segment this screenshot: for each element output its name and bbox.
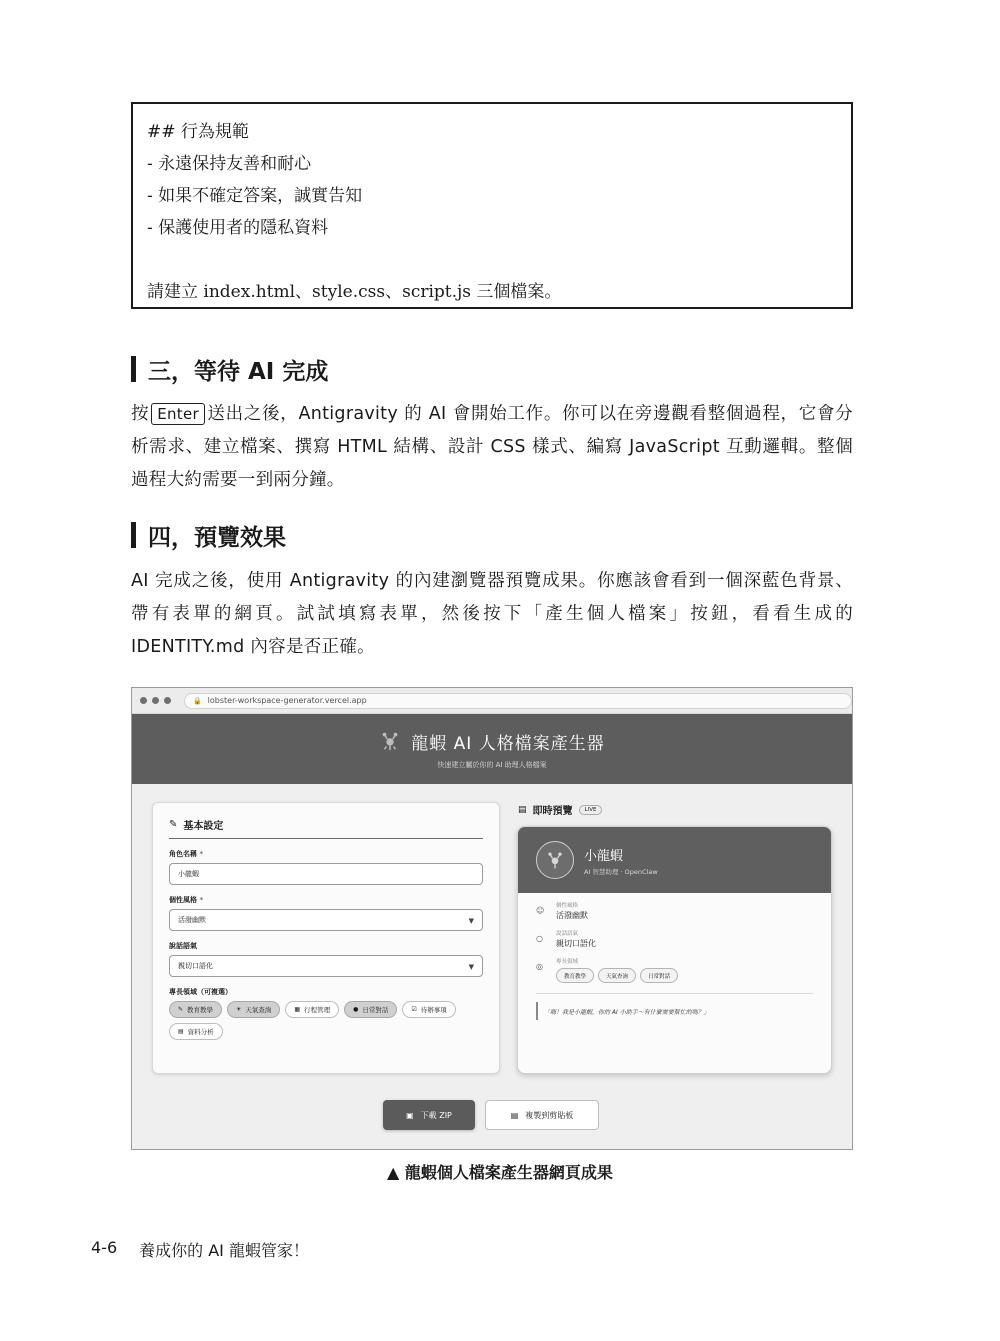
preview-identity xyxy=(584,845,658,876)
preview-skill-chips xyxy=(556,968,678,983)
heading-bar xyxy=(131,356,136,382)
page-footer xyxy=(91,1238,309,1261)
required-mark: * xyxy=(199,850,204,858)
code-line: 請建立 index.html、style.css、script.js 三個檔案。 xyxy=(147,282,562,302)
settings-title xyxy=(169,817,483,839)
preview-tone-label: 說話語氣 xyxy=(556,931,579,937)
preview-divider xyxy=(536,993,813,994)
sun-icon: ☀ xyxy=(236,1006,242,1013)
app-subtitle: 快速建立屬於你的 AI 助理人格檔案 xyxy=(437,760,547,769)
chip-label: 資料分析 xyxy=(187,1028,214,1036)
app-title-row xyxy=(379,729,604,754)
window-minimize-dot[interactable] xyxy=(152,697,159,704)
chip-label: 天氣查詢 xyxy=(245,1006,272,1014)
chart-icon: ▤ xyxy=(178,1028,184,1035)
page-number: 4-6 xyxy=(91,1238,118,1257)
chip-label: 教育教學 xyxy=(187,1006,214,1014)
settings-title-text: 基本設定 xyxy=(183,821,224,832)
copy-label: 複製到剪貼板 xyxy=(525,1110,574,1120)
live-badge: LIVE xyxy=(579,805,603,815)
skill-chip-todo[interactable] xyxy=(402,1001,455,1018)
preview-skills-row xyxy=(536,957,831,983)
required-mark: * xyxy=(199,896,204,904)
preview-style-value: 活潑幽默 xyxy=(556,911,588,920)
preview-tone-value: 親切口語化 xyxy=(556,939,596,948)
section-heading-3 xyxy=(131,354,328,384)
preview-card xyxy=(517,826,832,1074)
lock-icon: 🔒 xyxy=(192,696,202,705)
download-zip-button[interactable] xyxy=(383,1100,475,1130)
code-line: - 保護使用者的隱私資料 xyxy=(147,218,329,238)
preview-tone-row xyxy=(536,929,831,949)
browser-toolbar xyxy=(132,688,852,714)
preview-skill-chip: 日常對話 xyxy=(640,968,678,983)
action-buttons xyxy=(383,1100,599,1130)
app-title: 龍蝦 AI 人格檔案產生器 xyxy=(411,733,605,754)
skill-chip-analysis[interactable] xyxy=(169,1023,223,1040)
skill-chip-weather[interactable] xyxy=(227,1001,280,1018)
copy-clipboard-button[interactable] xyxy=(485,1100,599,1130)
book-icon: ▤ xyxy=(518,804,527,815)
settings-card xyxy=(152,802,500,1074)
app-screenshot xyxy=(131,687,853,1150)
preview-skills-info xyxy=(556,957,678,983)
enter-key: Enter xyxy=(151,403,205,425)
style-select-value: 活潑幽默 xyxy=(178,916,206,924)
preview-style-info xyxy=(556,901,588,921)
preview-skill-chip: 教育教學 xyxy=(556,968,594,983)
chevron-down-icon: ▼ xyxy=(468,917,474,925)
calendar-icon: ▦ xyxy=(294,1006,301,1013)
skills-label: 專長領域（可複選） xyxy=(169,988,232,996)
code-gap xyxy=(147,244,837,276)
pencil-icon: ✎ xyxy=(169,819,178,830)
chip-label: 待辦事項 xyxy=(420,1006,447,1014)
style-select[interactable] xyxy=(169,909,483,931)
book-icon: ✎ xyxy=(178,1006,184,1013)
window-maximize-dot[interactable] xyxy=(164,697,171,704)
preview-name: 小龍蝦 xyxy=(584,848,624,864)
style-label-text: 個性風格 xyxy=(169,896,197,904)
skill-chip-schedule[interactable] xyxy=(285,1001,339,1018)
chip-label: 日常對話 xyxy=(362,1006,389,1014)
chevron-down-icon: ▼ xyxy=(468,963,474,971)
style-label xyxy=(169,895,483,905)
preview-header xyxy=(518,802,602,817)
chip-label: 行程管理 xyxy=(304,1006,331,1014)
download-label: 下載 ZIP xyxy=(420,1110,452,1120)
download-icon: ▣ xyxy=(406,1110,414,1120)
preview-skills-label: 專長領域 xyxy=(556,959,579,965)
section3-paragraph xyxy=(131,398,853,497)
heading-bar xyxy=(131,522,136,548)
preview-title: 即時預覽 xyxy=(532,806,573,817)
book-title: 養成你的 AI 龍蝦管家！ xyxy=(139,1241,309,1260)
lobster-icon xyxy=(379,730,401,752)
skills-chips xyxy=(169,1001,483,1040)
code-block xyxy=(131,102,853,309)
figure-caption: ▲ 龍蝦個人檔案產生器網頁成果 xyxy=(387,1163,613,1182)
speech-bubble-icon: ○ xyxy=(536,934,543,943)
section4-paragraph: AI 完成之後，使用 Antigravity 的內建瀏覽器預覽成果。你應該會看到一個深藍色背景、帶有表單的網頁。試試填寫表單，然後按下「產生個人檔案」按鈕，看看生成的 IDENTITY.md 內容是否正確。 xyxy=(131,571,853,657)
app-header xyxy=(132,714,852,784)
preview-card-header xyxy=(518,827,831,893)
skill-chip-chat[interactable] xyxy=(344,1001,397,1018)
skill-chip-education[interactable] xyxy=(169,1001,222,1018)
para-text: 送出之後，Antigravity 的 AI 會開始工作。你可以在旁邊觀看整個過程，它會分析需求、建立檔案、撰寫 HTML 結構、設計 CSS 樣式、編寫 JavaScript 互動邏輯。整個過程大約需要一到兩分鐘。 xyxy=(131,404,853,490)
heading-text: 四，預覽效果 xyxy=(148,524,286,551)
preview-tone-info xyxy=(556,929,596,949)
checklist-icon: ☑ xyxy=(411,1006,417,1013)
address-bar[interactable] xyxy=(184,693,852,709)
preview-role: AI 智慧助理 · OpenClaw xyxy=(584,867,658,876)
window-close-dot[interactable] xyxy=(140,697,147,704)
url-text: lobster-workspace-generator.vercel.app xyxy=(207,696,367,705)
heading-text: 三，等待 AI 完成 xyxy=(148,358,329,385)
theater-icon: ☺ xyxy=(536,906,545,915)
name-input[interactable] xyxy=(169,863,483,885)
tone-select[interactable] xyxy=(169,955,483,977)
clipboard-icon: ▤ xyxy=(510,1110,519,1120)
name-label-text: 角色名稱 xyxy=(169,850,197,858)
code-line: ## 行為規範 xyxy=(147,122,249,142)
preview-skill-chip: 天氣查詢 xyxy=(598,968,636,983)
preview-style-row xyxy=(536,901,831,921)
tone-select-value: 親切口語化 xyxy=(178,962,213,970)
section-heading-4 xyxy=(131,520,286,550)
lobster-icon xyxy=(545,850,565,870)
para-text: 按 xyxy=(131,404,150,424)
target-icon: ◎ xyxy=(536,962,543,971)
code-line: - 永遠保持友善和耐心 xyxy=(147,154,312,174)
code-line: - 如果不確定答案，誠實告知 xyxy=(147,186,363,206)
name-label xyxy=(169,849,483,859)
name-input-value: 小龍蝦 xyxy=(178,870,199,878)
chat-icon: ● xyxy=(353,1006,359,1013)
preview-style-label: 個性風格 xyxy=(556,903,579,909)
tone-label: 說話語氣 xyxy=(169,942,197,950)
preview-quote: 「嗨！我是小龍蝦，你的 AI 小助手～有什麼需要幫忙的嗎？」 xyxy=(536,1002,813,1020)
avatar xyxy=(536,841,574,879)
